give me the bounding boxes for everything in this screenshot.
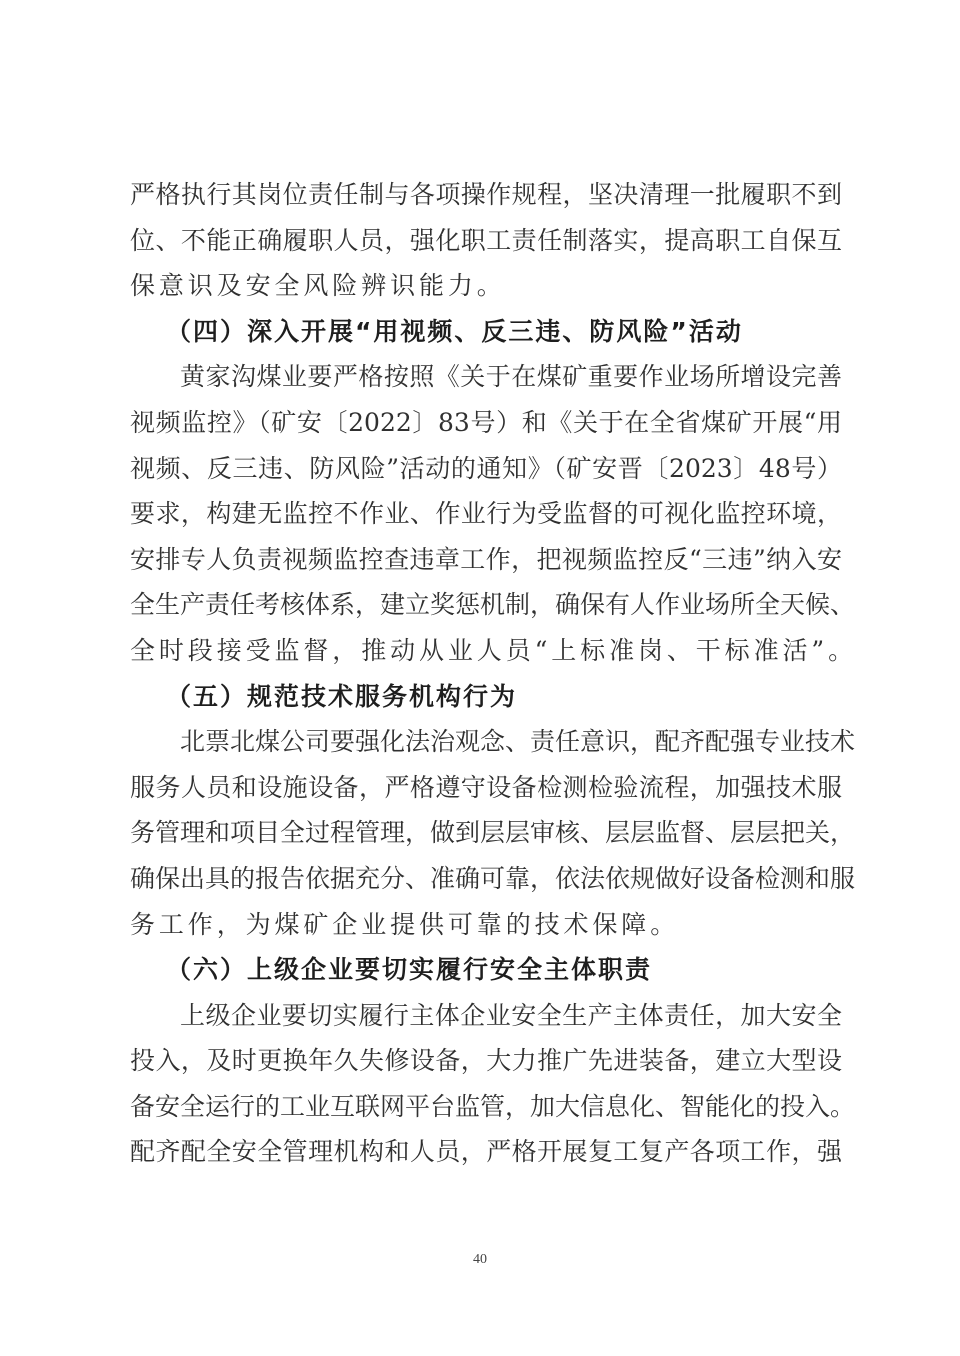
text-line: 全时段接受监督，推动从业人员“上标准岗、干标准活”。	[130, 635, 857, 665]
text-line: 视频监控》（矿安〔2022〕83号）和《关于在全省煤矿开展“用	[130, 407, 842, 437]
paragraph-video-monitoring	[130, 354, 857, 673]
text-line: 黄家沟煤业要严格按照《关于在煤矿重要作业场所增设完善	[180, 362, 842, 392]
paragraph-parent-enterprise	[130, 993, 856, 1175]
text-line: 备安全运行的工业互联网平台监管，加大信息化、智能化的投入。	[130, 1091, 856, 1121]
text-line: 服务人员和设施设备，严格遵守设备检测检验流程，加强技术服	[130, 772, 842, 802]
text-line: 北票北煤公司要强化法治观念、责任意识，配齐配强专业技术	[180, 727, 856, 757]
section-heading-5: （五）规范技术服务机构行为	[166, 681, 518, 711]
text-line: 保意识及安全风险辨识能力。	[130, 271, 506, 301]
page-number: 40	[473, 1252, 487, 1267]
section-heading-4: （四）深入开展“用视频、反三违、防风险”活动	[166, 316, 743, 346]
text-line: 视频、反三违、防风险”活动的通知》（矿安晋〔2023〕48号）	[130, 453, 842, 483]
text-line: 投入，及时更换年久失修设备，大力推广先进装备，建立大型设	[130, 1046, 842, 1076]
text-line: 位、不能正确履职人员，强化职工责任制落实，提高职工自保互	[130, 225, 842, 255]
text-line: 上级企业要切实履行主体企业安全生产主体责任，加大安全	[180, 1000, 842, 1030]
text-line: 务工作，为煤矿企业提供可靠的技术保障。	[130, 909, 680, 939]
text-line: 严格执行其岗位责任制与各项操作规程，坚决清理一批履职不到	[130, 180, 842, 209]
text-line: 要求，构建无监控不作业、作业行为受监督的可视化监控环境，	[130, 499, 842, 529]
text-line: 确保出具的报告依据充分、准确可靠，依法依规做好设备检测和服	[130, 863, 856, 893]
text-line: 配齐配全安全管理机构和人员，严格开展复工复产各项工作，强	[130, 1137, 842, 1167]
text-line: 全生产责任考核体系，建立奖惩机制，确保有人作业场所全天候、	[130, 590, 856, 620]
paragraph-technical-services	[130, 719, 856, 947]
text-line: 安排专人负责视频监控查违章工作，把视频监控反“三违”纳入安	[130, 544, 842, 574]
paragraph-continuation	[130, 172, 842, 309]
text-line: 务管理和项目全过程管理，做到层层审核、层层监督、层层把关，	[130, 818, 856, 848]
section-heading-6: （六）上级企业要切实履行安全主体职责	[166, 955, 653, 985]
page-body	[130, 172, 857, 1175]
